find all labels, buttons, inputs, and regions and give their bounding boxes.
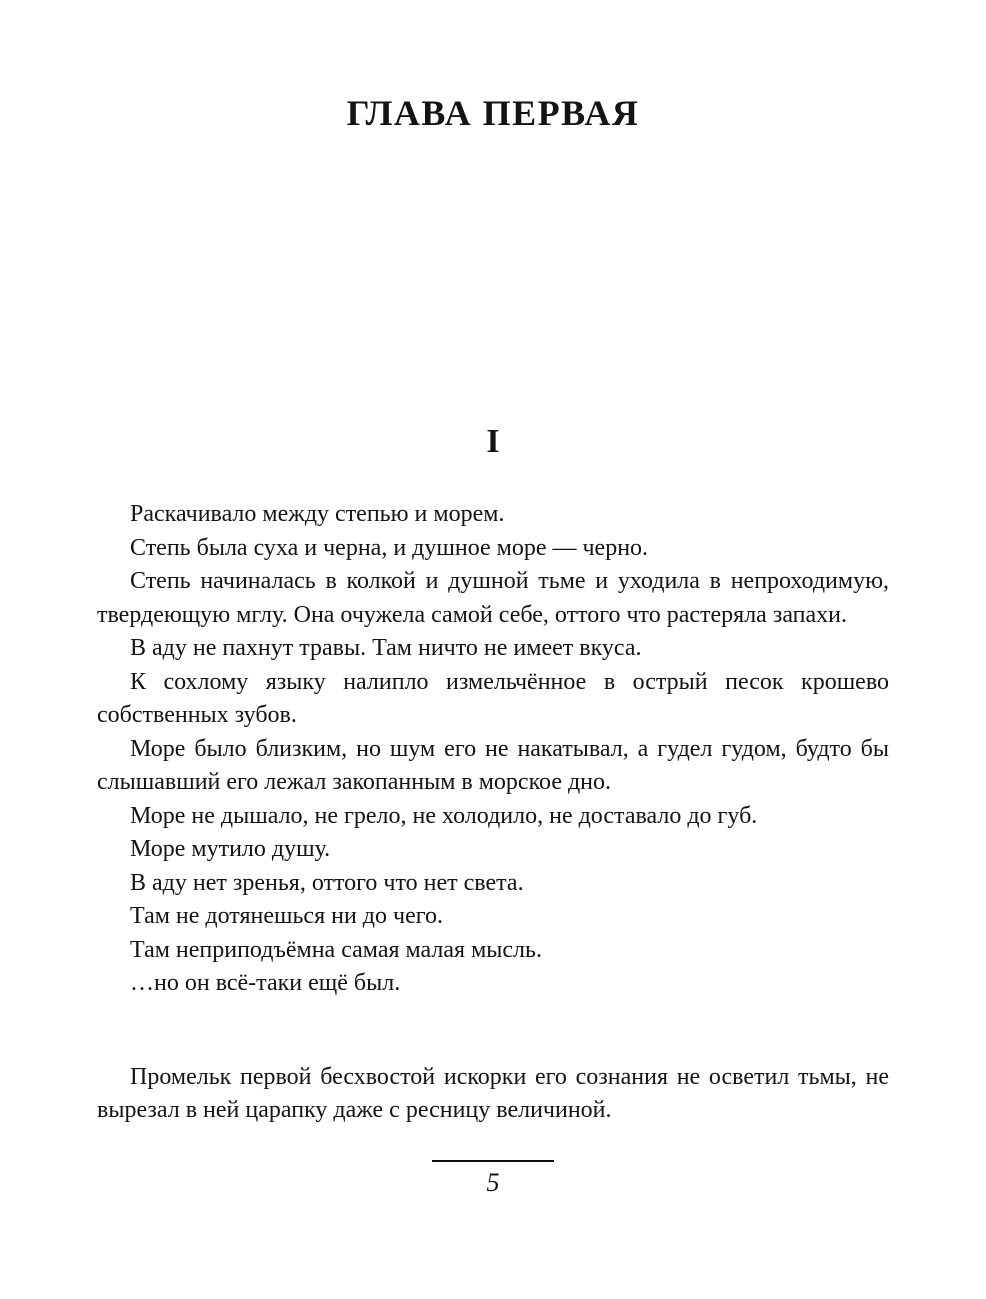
paragraph: В аду не пахнут травы. Там ничто не имеет вкуса. <box>130 635 642 661</box>
paragraph: Море мутило душу. <box>130 836 331 862</box>
paragraph: Море не дышало, не грело, не холодило, не доставало до губ. <box>130 802 758 829</box>
paragraph: В аду нет зренья, оттого что нет света. <box>130 869 524 896</box>
paragraph: Степь начиналась в колкой и душной тьме и уходила в непроходимую, твердеющую мглу. Она очужела самой себе, оттого что растеряла запахи. <box>97 568 889 628</box>
page-number: 5 <box>486 1167 500 1197</box>
body-text <box>97 498 889 1001</box>
section-number: I <box>486 423 500 460</box>
footer-divider <box>432 1160 554 1162</box>
closing-paragraph: Промельк первой бесхвостой искорки его сознания не осветил тьмы, не вырезал в ней царапку даже с ресницу величиной. <box>97 1063 889 1123</box>
paragraph: Раскачивало между степью и морем. <box>130 501 505 527</box>
paragraph: Степь была суха и черна, и душное море — черно. <box>130 534 649 561</box>
text-block <box>97 0 889 1198</box>
paragraph: Море было близким, но шум его не накатывал, а гудел гудом, будто бы слышавший его лежал закопанным в морское дно. <box>97 735 889 795</box>
closing-block <box>97 1061 889 1128</box>
paragraph: Там не дотянешься ни до чего. <box>130 903 443 929</box>
paragraph: К сохлому языку налипло измельчённое в острый песок крошево собственных зубов. <box>97 668 889 728</box>
paragraph: …но он всё-таки ещё был. <box>130 970 401 996</box>
chapter-title: ГЛАВА ПЕРВАЯ <box>346 93 640 133</box>
paragraph: Там неприподъёмна самая малая мысль. <box>130 936 542 963</box>
